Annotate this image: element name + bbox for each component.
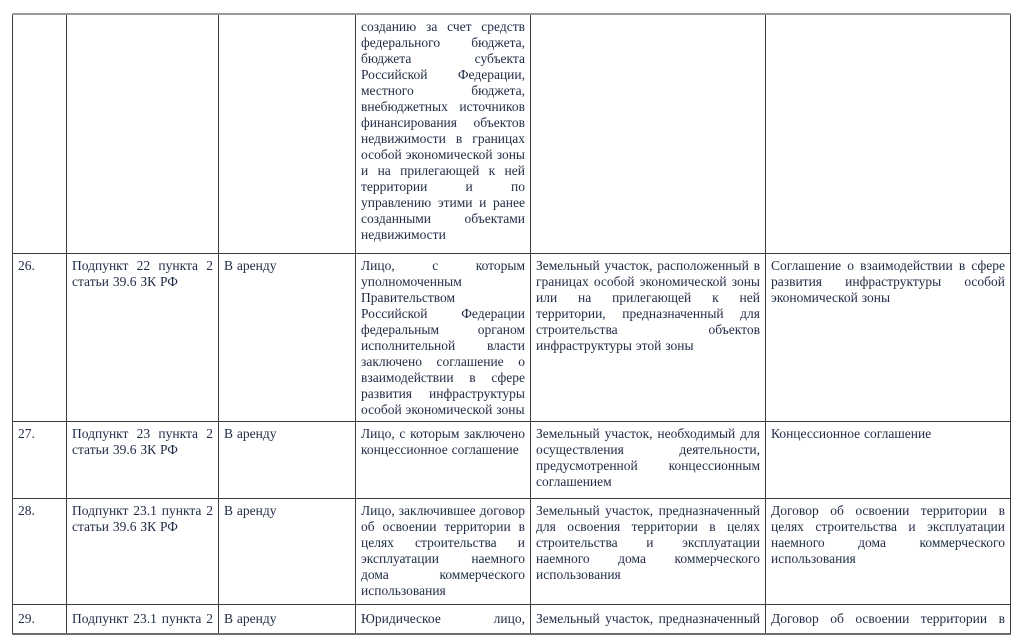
cell-land-plot: Земельный участок, расположенный в границах особой экономической зоны или на прилегающей к ней территории, предназначенный для строительства объектов инфраструктуры этой зоны xyxy=(531,253,766,421)
cell-land-plot: Земельный участок, необходимый для осуществления деятельности, предусмотренной концессионным соглашением xyxy=(531,421,766,498)
cell-tenure-type: В аренду xyxy=(219,498,356,604)
cell-document-basis: Соглашение о взаимодействии в сфере развития инфраструктуры особой экономической зоны xyxy=(766,253,1011,421)
cell-number: 29. xyxy=(13,604,67,634)
cell-legal-basis: Подпункт 23 пункта 2 статьи 39.6 ЗК РФ xyxy=(67,421,219,498)
cell-document-basis: Концессионное соглашение xyxy=(766,421,1011,498)
table-row-29 xyxy=(13,604,1011,634)
cell-land-plot: Земельный участок, предназначенный xyxy=(531,604,766,634)
cell-person: Лицо, с которым заключено концессионное соглашение xyxy=(356,421,531,498)
cell-legal-basis: Подпункт 23.1 пункта 2 xyxy=(67,604,219,634)
cell-tenure-type xyxy=(219,14,356,253)
cell-tenure-type: В аренду xyxy=(219,253,356,421)
cell-legal-basis xyxy=(67,14,219,253)
cell-person: созданию за счет средств федерального бюджета, бюджета субъекта Российской Федерации, местного бюджета, внебюджетных источников финансирования объектов недвижимости в границах особой экономической зоны и на прилегающей к ней территории и по управлению этими и ранее созданными объектами недвижимости xyxy=(356,14,531,253)
cell-land-plot: Земельный участок, предназначенный для освоения территории в целях строительства и эксплуатации наемного дома коммерческого использования xyxy=(531,498,766,604)
cell-number: 28. xyxy=(13,498,67,604)
cell-person: Юридическое лицо, xyxy=(356,604,531,634)
cell-land-plot xyxy=(531,14,766,253)
cell-tenure-type: В аренду xyxy=(219,604,356,634)
cell-legal-basis: Подпункт 22 пункта 2 статьи 39.6 ЗК РФ xyxy=(67,253,219,421)
cell-legal-basis: Подпункт 23.1 пункта 2 статьи 39.6 ЗК РФ xyxy=(67,498,219,604)
cell-document-basis: Договор об освоении территории в xyxy=(766,604,1011,634)
table-row-continuation xyxy=(13,14,1011,253)
cell-document-basis: Договор об освоении территории в целях строительства и эксплуатации наемного дома коммерческого использования xyxy=(766,498,1011,604)
cell-person: Лицо, заключившее договор об освоении территории в целях строительства и эксплуатации наемного дома коммерческого использования xyxy=(356,498,531,604)
cell-person: Лицо, с которым уполномоченным Правительством Российской Федерации федеральным органом исполнительной власти заключено соглашение о взаимодействии в сфере развития инфраструктуры особой экономической зоны xyxy=(356,253,531,421)
cell-number: 26. xyxy=(13,253,67,421)
table-row-26 xyxy=(13,253,1011,421)
cell-tenure-type: В аренду xyxy=(219,421,356,498)
cell-number: 27. xyxy=(13,421,67,498)
cell-number xyxy=(13,14,67,253)
cell-document-basis xyxy=(766,14,1011,253)
table-row-27 xyxy=(13,421,1011,498)
table-row-28 xyxy=(13,498,1011,604)
land-code-table xyxy=(12,13,1011,635)
